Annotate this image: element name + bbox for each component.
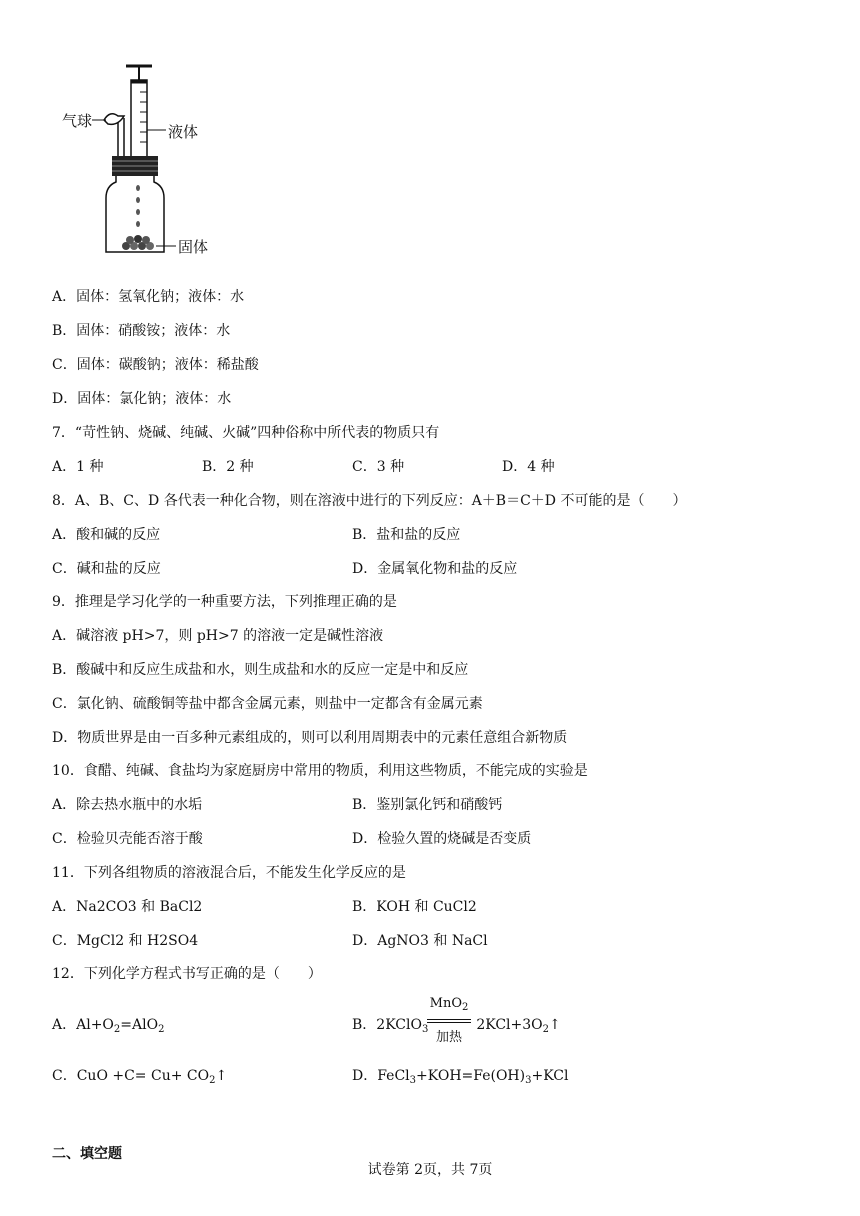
q12-a-sub2: 2 <box>158 1024 165 1035</box>
section-title-fill-in: 二、填空题 <box>52 1146 122 1162</box>
q6-option-b: B．固体：硝酸铵；液体：水 <box>52 323 231 339</box>
q12-d-mid: +KOH=Fe(OH) <box>416 1068 526 1084</box>
q10-option-c: C．检验贝壳能否溶于酸 <box>52 831 203 847</box>
q12-b-arrow: ↑ <box>549 1017 561 1033</box>
q9-option-a: A．碱溶液 pH>7，则 pH>7 的溶液一定是碱性溶液 <box>52 628 384 644</box>
q12-d-suffix: +KCl <box>531 1068 569 1084</box>
label-balloon: 气球 <box>62 112 93 130</box>
q7-option-c: C．3 种 <box>352 459 405 475</box>
q7-option-a: A．1 种 <box>52 459 104 475</box>
q12-option-d <box>352 1065 569 1085</box>
q12-b-products: 2KCl+3O <box>476 1017 543 1033</box>
q12-d-sub1: 3 <box>409 1075 417 1086</box>
q11-option-c: C．MgCl2 和 H2SO4 <box>52 933 199 949</box>
q8-stem: 8．A、B、C、D 各代表一种化合物，则在溶液中进行的下列反应：A＋B＝C＋D 不可能的是（ ） <box>52 493 687 509</box>
q7-stem: 7．“苛性钠、烧碱、纯碱、火碱”四种俗称中所代表的物质只有 <box>52 425 440 441</box>
q10-option-d: D．检验久置的烧碱是否变质 <box>352 831 532 847</box>
q12-b-prefix: B．2KClO <box>352 1017 422 1033</box>
q12-a-prefix: A．Al+O <box>52 1017 114 1033</box>
q12-b-sub2: 2 <box>542 1024 549 1035</box>
q12-option-a <box>52 1014 164 1034</box>
q8-option-b: B．盐和盐的反应 <box>352 527 461 543</box>
q6-option-d: D．固体：氯化钠；液体：水 <box>52 391 232 407</box>
page-footer: 试卷第 2页，共 7页 <box>367 1162 493 1178</box>
q6-option-a: A．固体：氢氧化钠；液体：水 <box>52 289 245 305</box>
q11-option-a: A．Na2CO3 和 BaCl2 <box>52 899 203 915</box>
label-solid: 固体 <box>178 238 209 256</box>
q12-option-c <box>52 1065 227 1085</box>
q11-stem: 11．下列各组物质的溶液混合后，不能发生化学反应的是 <box>52 865 406 881</box>
apparatus-diagram <box>60 60 230 260</box>
q12-b-heat: 加热 <box>435 1030 462 1045</box>
q8-option-d: D．金属氧化物和盐的反应 <box>352 561 518 577</box>
q12-d-sub2: 3 <box>525 1075 532 1086</box>
q8-option-a: A．酸和碱的反应 <box>52 527 161 543</box>
q12-a-mid: =AlO <box>120 1017 159 1033</box>
q12-b-condition <box>427 996 471 1046</box>
q11-option-d: D．AgNO3 和 NaCl <box>352 933 488 949</box>
q9-option-b: B．酸碱中和反应生成盐和水，则生成盐和水的反应一定是中和反应 <box>52 662 469 678</box>
q7-option-d: D．4 种 <box>502 459 555 475</box>
q10-option-a: A．除去热水瓶中的水垢 <box>52 797 203 813</box>
q12-b-sub1: 3 <box>421 1024 429 1035</box>
q6-option-c: C．固体：碳酸钠；液体：稀盐酸 <box>52 357 259 373</box>
q12-d-prefix: D．FeCl <box>352 1068 410 1084</box>
q12-c-text: C．CuO +C= Cu+ CO <box>52 1068 210 1084</box>
q9-option-d: D．物质世界是由一百多种元素组成的，则可以利用周期表中的元素任意组合新物质 <box>52 730 568 746</box>
q9-option-c: C．氯化钠、硫酸铜等盐中都含金属元素，则盐中一定都含有金属元素 <box>52 696 483 712</box>
q12-c-arrow: ↑ <box>215 1068 228 1084</box>
q12-a-sub1: 2 <box>113 1024 121 1035</box>
q7-option-b: B．2 种 <box>202 459 254 475</box>
q9-stem: 9．推理是学习化学的一种重要方法，下列推理正确的是 <box>52 594 397 610</box>
q12-stem: 12．下列化学方程式书写正确的是（ ） <box>52 966 322 982</box>
q11-option-b: B．KOH 和 CuCl2 <box>352 899 477 915</box>
q12-b-catalyst: MnO$_2$ <box>429 996 469 1013</box>
q10-option-b: B．鉴别氯化钙和硝酸钙 <box>352 797 503 813</box>
q12-c-sub: 2 <box>209 1075 216 1086</box>
label-liquid: 液体 <box>168 123 199 141</box>
q8-option-c: C．碱和盐的反应 <box>52 561 161 577</box>
q10-stem: 10．食醋、纯碱、食盐均为家庭厨房中常用的物质，利用这些物质，不能完成的实验是 <box>52 763 588 779</box>
apparatus-figure <box>60 60 230 260</box>
